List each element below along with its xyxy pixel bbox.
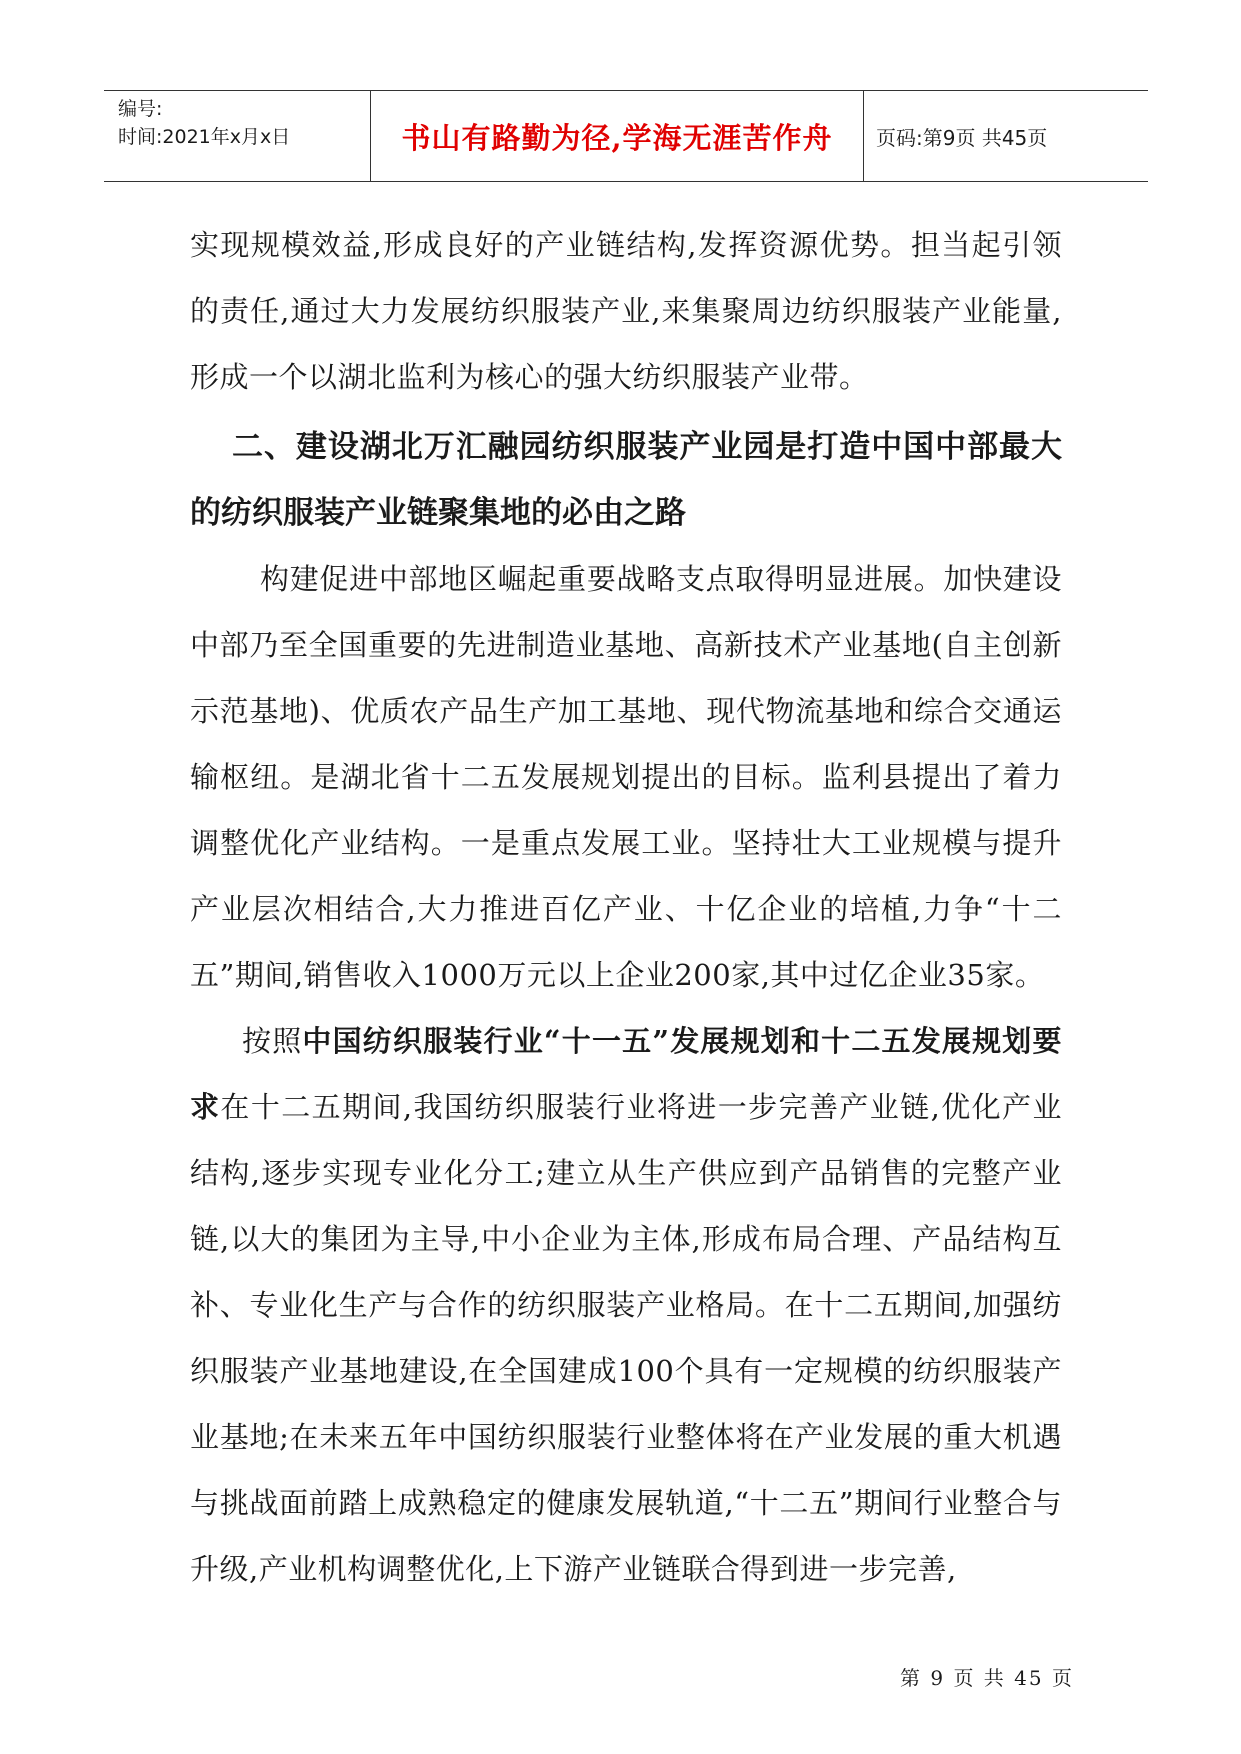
section-heading: 二、建设湖北万汇融园纺织服装产业园是打造中国中部最大的纺织服装产业链聚集地的必由之路 [190,429,1062,531]
paragraph-3-prefix: 按照 [242,1024,303,1058]
document-number-label: 编号: [118,98,163,120]
document-body [190,212,1062,1602]
paragraph-2: 构建促进中部地区崛起重要战略支点取得明显进展。加快建设中部乃至全国重要的先进制造业基地、高新技术产业基地(自主创新示范基地)、优质农产品生产加工基地、现代物流基地和综合交通运输枢纽。是湖北省十二五发展规划提出的目标。监利县提出了着力调整优化产业结构。一是重点发展工业。坚持壮大工业规模与提升产业层次相结合,大力推进百亿产业、十亿企业的培植,力争“十二五”期间,销售收入1000万元以上企业200家,其中过亿企业35家。 [190,562,1062,992]
paragraph-3 [190,1008,1062,1602]
page-header [104,90,1148,182]
paragraph-3-text: 在十二五期间,我国纺织服装行业将进一步完善产业链,优化产业结构,逐步实现专业化分工;建立从生产供应到产品销售的完整产业链,以大的集团为主导,中小企业为主体,形成布局合理、产品结构互补、专业化生产与合作的纺织服装产业格局。在十二五期间,加强纺织服装产业基地建设,在全国建成100个具有一定规模的纺织服装产业基地;在未来五年中国纺织服装行业整体将在产业发展的重大机遇与挑战面前踏上成熟稳定的健康发展轨道,“十二五”期间行业整合与升级,产业机构调整优化,上下游产业链联合得到进一步完善, [190,1090,1062,1586]
document-time-label: 时间:2021年x月x日 [118,126,291,148]
header-meta [104,91,370,181]
header-motto: 书山有路勤为径,学海无涯苦作舟 [370,91,864,181]
paragraph-1: 实现规模效益,形成良好的产业链结构,发挥资源优势。担当起引领的责任,通过大力发展纺织服装产业,来集聚周边纺织服装产业能量,形成一个以湖北监利为核心的强大纺织服装产业带。 [190,228,1062,394]
paragraph-3-emphasis: 中国纺织服装行业“十一五”发展规划和十二五发展规划要求 [190,1024,1062,1124]
header-page-code: 页码:第9页 共45页 [876,125,1048,150]
page-footer: 第 9 页 共 45 页 [900,1666,1074,1690]
